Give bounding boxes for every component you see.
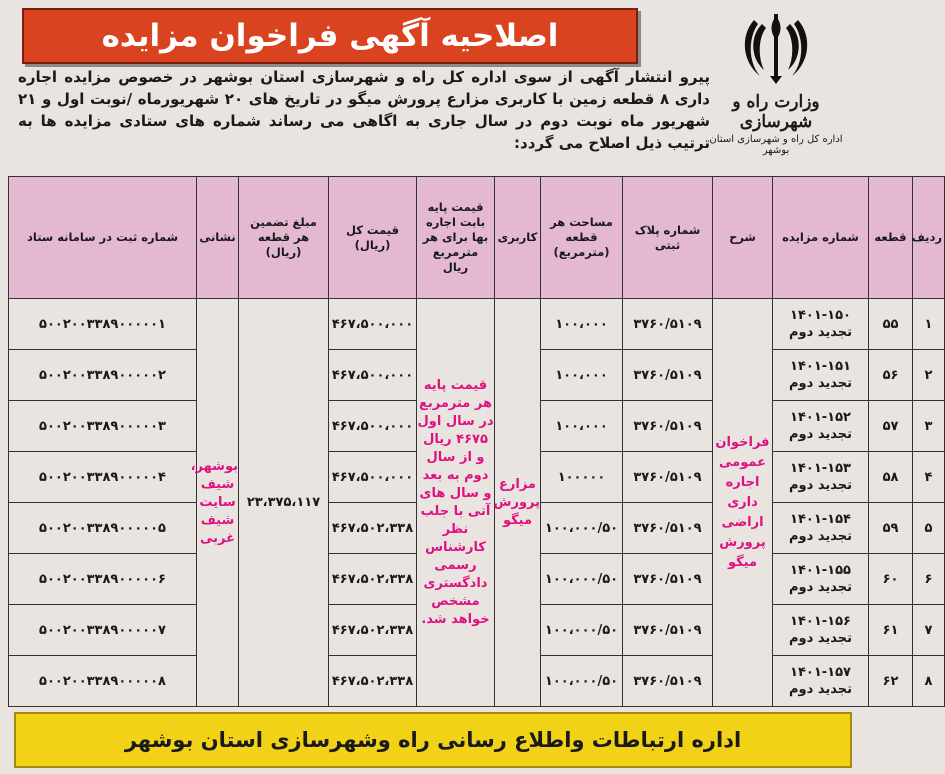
setad-number: ۵۰۰۲۰۰۳۳۸۹۰۰۰۰۰۴ — [9, 452, 197, 503]
auction-number-cell — [773, 656, 869, 707]
registration-plate: ۳۷۶۰/۵۱۰۹ — [623, 503, 713, 554]
header-row-number: ردیف — [913, 177, 945, 299]
header-auction-number: شماره مزایده — [773, 177, 869, 299]
auction-table — [8, 176, 945, 707]
auction-number-cell — [773, 350, 869, 401]
total-price: ۴۶۷،۵۰۰،۰۰۰ — [329, 452, 417, 503]
setad-number: ۵۰۰۲۰۰۳۳۸۹۰۰۰۰۰۱ — [9, 299, 197, 350]
area-value: ۱۰۰،۰۰۰/۵۰ — [541, 554, 623, 605]
ministry-logo — [701, 8, 851, 168]
total-price: ۴۶۷،۵۰۲،۳۳۸ — [329, 554, 417, 605]
setad-number: ۵۰۰۲۰۰۳۳۸۹۰۰۰۰۰۳ — [9, 401, 197, 452]
setad-number: ۵۰۰۲۰۰۳۳۸۹۰۰۰۰۰۷ — [9, 605, 197, 656]
auction-number-cell — [773, 401, 869, 452]
row-number: ۸ — [913, 656, 945, 707]
header-guarantee: مبلغ تضمین هر قطعه (ریال) — [239, 177, 329, 299]
setad-number: ۵۰۰۲۰۰۳۳۸۹۰۰۰۰۰۲ — [9, 350, 197, 401]
header-area: مساحت هر قطعه (مترمربع) — [541, 177, 623, 299]
registration-plate: ۳۷۶۰/۵۱۰۹ — [623, 452, 713, 503]
auction-number-cell — [773, 299, 869, 350]
registration-plate: ۳۷۶۰/۵۱۰۹ — [623, 401, 713, 452]
base-price-cell: قیمت پایه هر مترمربع در سال اول ۴۶۷۵ ریال و از سال دوم به بعد و سال های آتی با جلب نظر کارشناس رسمی دادگستری مشخص خواهد شد. — [417, 299, 495, 707]
auction-note: تجدید دوم — [789, 478, 852, 493]
header-base-price: قیمت پایه بابت اجاره بها برای هر مترمربع ریال — [417, 177, 495, 299]
area-value: ۱۰۰،۰۰۰/۵۰ — [541, 605, 623, 656]
row-number: ۳ — [913, 401, 945, 452]
plot-number: ۵۶ — [869, 350, 913, 401]
auction-number: ۱۴۰۱-۱۵۶ — [790, 614, 851, 629]
area-value: ۱۰۰،۰۰۰ — [541, 299, 623, 350]
plot-number: ۵۸ — [869, 452, 913, 503]
plot-number: ۶۲ — [869, 656, 913, 707]
row-number: ۶ — [913, 554, 945, 605]
area-value: ۱۰۰،۰۰۰/۵۰ — [541, 503, 623, 554]
total-price: ۴۶۷،۵۰۲،۳۳۸ — [329, 656, 417, 707]
plot-number: ۵۷ — [869, 401, 913, 452]
address-cell: بوشهر، شیف سایت شیف غربی — [197, 299, 239, 707]
auction-number-cell — [773, 605, 869, 656]
row-number: ۵ — [913, 503, 945, 554]
auction-number: ۱۴۰۱-۱۵۱ — [790, 359, 851, 374]
row-number: ۲ — [913, 350, 945, 401]
header-usage: کاربری — [495, 177, 541, 299]
table-row — [9, 299, 945, 350]
total-price: ۴۶۷،۵۰۰،۰۰۰ — [329, 350, 417, 401]
auction-note: تجدید دوم — [789, 325, 852, 340]
setad-number: ۵۰۰۲۰۰۳۳۸۹۰۰۰۰۰۸ — [9, 656, 197, 707]
auction-number: ۱۴۰۱-۱۵۰ — [790, 308, 851, 323]
registration-plate: ۳۷۶۰/۵۱۰۹ — [623, 299, 713, 350]
page-title: اصلاحیه آگهی فراخوان مزایده — [101, 18, 559, 54]
ministry-name: وزارت راه و شهرسازی — [732, 92, 820, 132]
row-number: ۱ — [913, 299, 945, 350]
area-value: ۱۰۰،۰۰۰/۵۰ — [541, 656, 623, 707]
plot-number: ۶۱ — [869, 605, 913, 656]
table-header-row — [9, 177, 945, 299]
header-registration-plate: شماره پلاک ثبتی — [623, 177, 713, 299]
auction-number-cell — [773, 452, 869, 503]
setad-number: ۵۰۰۲۰۰۳۳۸۹۰۰۰۰۰۶ — [9, 554, 197, 605]
header-address: نشانی — [197, 177, 239, 299]
auction-number: ۱۴۰۱-۱۵۷ — [790, 665, 851, 680]
auction-number: ۱۴۰۱-۱۵۴ — [790, 512, 851, 527]
registration-plate: ۳۷۶۰/۵۱۰۹ — [623, 554, 713, 605]
guarantee-cell: ۲۳،۳۷۵،۱۱۷ — [239, 299, 329, 707]
auction-number-cell — [773, 503, 869, 554]
area-value: ۱۰۰،۰۰۰ — [541, 350, 623, 401]
title-banner — [22, 8, 638, 64]
plot-number: ۵۵ — [869, 299, 913, 350]
auction-number: ۱۴۰۱-۱۵۵ — [790, 563, 851, 578]
total-price: ۴۶۷،۵۰۲،۳۳۸ — [329, 605, 417, 656]
total-price: ۴۶۷،۵۰۰،۰۰۰ — [329, 299, 417, 350]
auction-note: تجدید دوم — [789, 376, 852, 391]
plot-number: ۶۰ — [869, 554, 913, 605]
total-price: ۴۶۷،۵۰۰،۰۰۰ — [329, 401, 417, 452]
description-cell: فراخوان عمومی اجاره داری اراضی پرورش میگو — [713, 299, 773, 707]
auction-note: تجدید دوم — [789, 427, 852, 442]
usage-cell: مزارع پرورش میگو — [495, 299, 541, 707]
auction-note: تجدید دوم — [789, 631, 852, 646]
setad-number: ۵۰۰۲۰۰۳۳۸۹۰۰۰۰۰۵ — [9, 503, 197, 554]
auction-note: تجدید دوم — [789, 580, 852, 595]
iran-emblem-icon — [740, 10, 812, 88]
registration-plate: ۳۷۶۰/۵۱۰۹ — [623, 605, 713, 656]
row-number: ۴ — [913, 452, 945, 503]
auction-number: ۱۴۰۱-۱۵۳ — [790, 461, 851, 476]
header-setad-number: شماره ثبت در سامانه ستاد — [9, 177, 197, 299]
footer-text: اداره ارتباطات واطلاع رسانی راه وشهرسازی استان بوشهر — [124, 728, 742, 752]
registration-plate: ۳۷۶۰/۵۱۰۹ — [623, 350, 713, 401]
auction-note: تجدید دوم — [789, 529, 852, 544]
header-total-price: قیمت کل (ریال) — [329, 177, 417, 299]
header-description: شرح — [713, 177, 773, 299]
area-value: ۱۰۰،۰۰۰ — [541, 401, 623, 452]
footer-banner — [14, 712, 852, 768]
total-price: ۴۶۷،۵۰۲،۳۳۸ — [329, 503, 417, 554]
row-number: ۷ — [913, 605, 945, 656]
header-plot: قطعه — [869, 177, 913, 299]
registration-plate: ۳۷۶۰/۵۱۰۹ — [623, 656, 713, 707]
plot-number: ۵۹ — [869, 503, 913, 554]
intro-paragraph: پیرو انتشار آگهی از سوی اداره کل راه و شهرسازی استان بوشهر در خصوص مزایده اجاره داری ۸ قطعه زمین با کاربری مزارع پرورش میگو در تاریخ های ۲۰ شهریورماه /نوبت اول و ۲۱ شهریور ماه نوبت دوم در سال جاری به اگاهی می رساند شماره های ستادی مزایده ها به ترتیب ذیل اصلاح می گردد: — [18, 68, 710, 152]
area-value: ۱۰۰۰۰۰ — [541, 452, 623, 503]
auction-number: ۱۴۰۱-۱۵۲ — [790, 410, 851, 425]
department-name: اداره کل راه و شهرسازی استان بوشهر — [709, 134, 843, 156]
auction-number-cell — [773, 554, 869, 605]
auction-note: تجدید دوم — [789, 682, 852, 697]
